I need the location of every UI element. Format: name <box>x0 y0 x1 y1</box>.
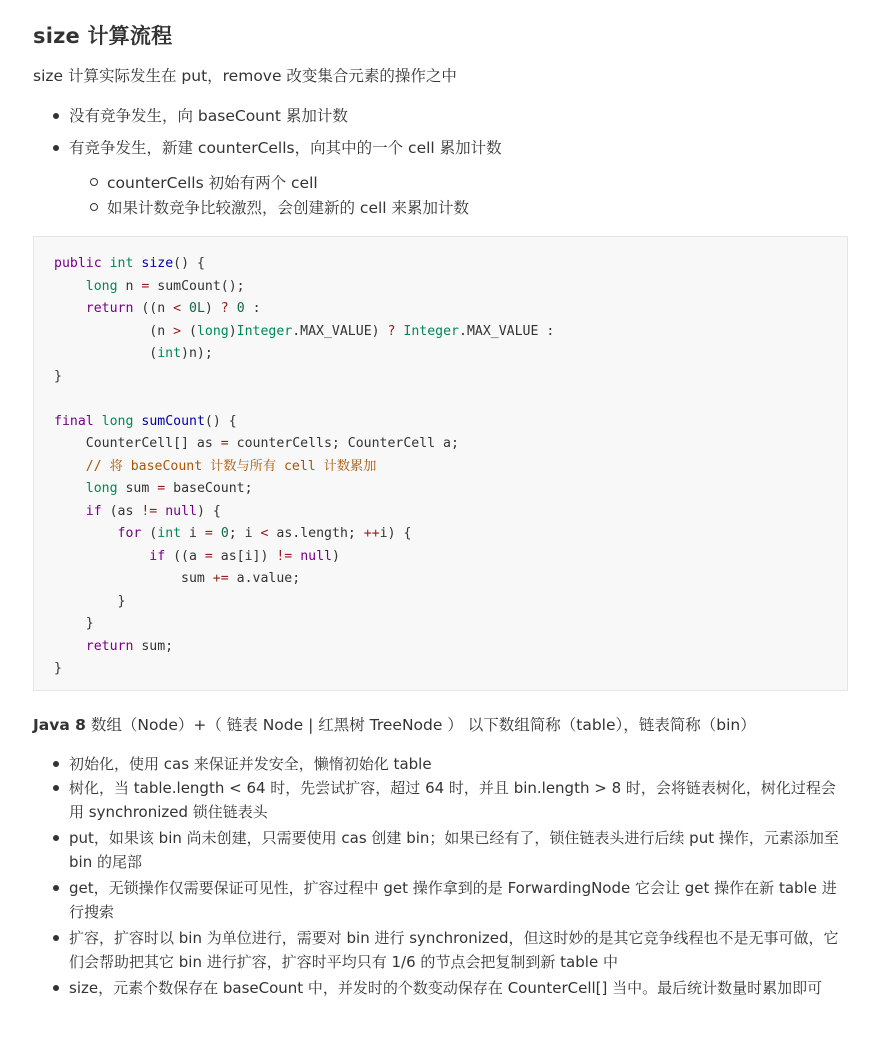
code-block[interactable] <box>33 236 848 691</box>
bullet-dot-icon <box>53 935 59 941</box>
intro-paragraph: size 计算实际发生在 put，remove 改变集合元素的操作之中 <box>33 67 457 85</box>
java8-heading: Java 8 数组（Node）+（ 链表 Node | 红黑树 TreeNode ） 以下数组简称（table），链表简称（bin） <box>33 716 756 734</box>
section-title: size 计算流程 <box>33 24 173 48</box>
code-content: public int size() { long n = sumCount(); return ((n < 0L) ? 0 : (n > (long)Integer.MAX_VALUE) ? Integer.MAX_VALUE : (int)n); } final long sumCount() { CounterCell[] as = counterCells; CounterCell a; // 将 baseCount 计数与所有 cell 计数累加 long sum = baseCount; if (as != null) { for (int i = 0; i < as.length; ++i) { if ((a = as[i]) != null) sum += a.value; } } return sum; } <box>54 256 555 676</box>
bullet-dot-icon <box>53 835 59 841</box>
bullet-dot-icon <box>53 785 59 791</box>
bullet-dot-icon <box>53 113 59 119</box>
bullet-circle-icon <box>90 203 98 211</box>
bullet-circle-icon <box>90 178 98 186</box>
bullet-dot-icon <box>53 761 59 767</box>
bullet-dot-icon <box>53 885 59 891</box>
bullet-dot-icon <box>53 985 59 991</box>
bullet-dot-icon <box>53 145 59 151</box>
